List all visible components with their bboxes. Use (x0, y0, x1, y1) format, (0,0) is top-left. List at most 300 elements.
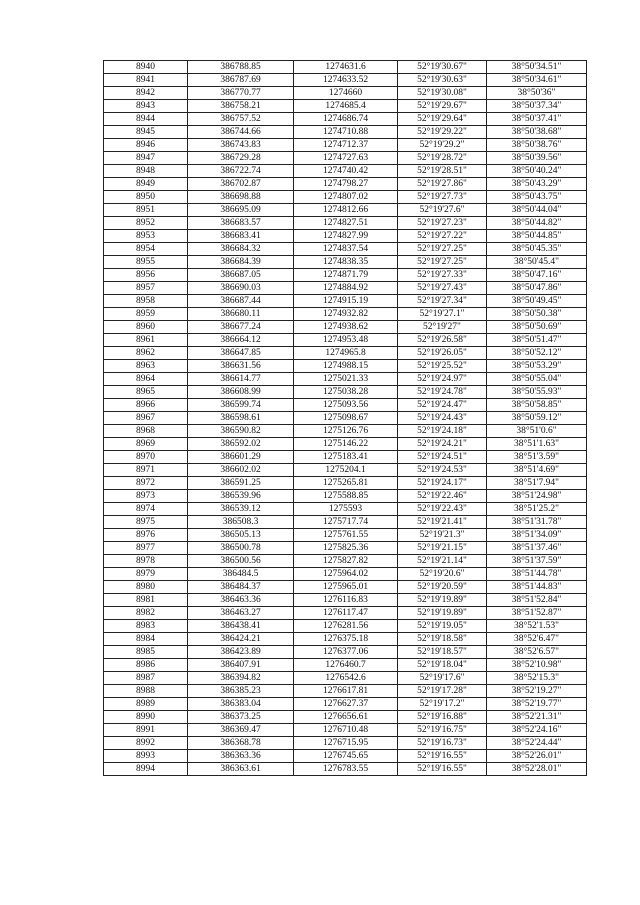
point-number-cell: 8945 (104, 126, 188, 139)
x-coordinate-cell: 386363.61 (188, 763, 294, 776)
point-number-cell: 8952 (104, 217, 188, 230)
longitude-cell: 38°50'44.85" (487, 230, 587, 243)
point-number-cell: 8947 (104, 152, 188, 165)
longitude-cell: 38°51'0.6" (487, 425, 587, 438)
latitude-cell: 52°19'21.14" (398, 555, 487, 568)
y-coordinate-cell: 1274932.82 (294, 308, 398, 321)
y-coordinate-cell: 1275146.22 (294, 438, 398, 451)
latitude-cell: 52°19'19.89" (398, 594, 487, 607)
x-coordinate-cell: 386684.39 (188, 256, 294, 269)
point-number-cell: 8965 (104, 386, 188, 399)
latitude-cell: 52°19'20.59" (398, 581, 487, 594)
latitude-cell: 52°19'17.2" (398, 698, 487, 711)
table-row (104, 243, 587, 256)
point-number-cell: 8948 (104, 165, 188, 178)
x-coordinate-cell: 386602.02 (188, 464, 294, 477)
x-coordinate-cell: 386539.12 (188, 503, 294, 516)
longitude-cell: 38°50'55.04" (487, 373, 587, 386)
y-coordinate-cell: 1276377.06 (294, 646, 398, 659)
longitude-cell: 38°51'44.78" (487, 568, 587, 581)
longitude-cell: 38°50'50.38" (487, 308, 587, 321)
table-row (104, 178, 587, 191)
table-row (104, 633, 587, 646)
point-number-cell: 8986 (104, 659, 188, 672)
longitude-cell: 38°52'10.98" (487, 659, 587, 672)
point-number-cell: 8992 (104, 737, 188, 750)
x-coordinate-cell: 386683.57 (188, 217, 294, 230)
x-coordinate-cell: 386614.77 (188, 373, 294, 386)
y-coordinate-cell: 1274740.42 (294, 165, 398, 178)
y-coordinate-cell: 1276783.55 (294, 763, 398, 776)
latitude-cell: 52°19'27" (398, 321, 487, 334)
latitude-cell: 52°19'19.89" (398, 607, 487, 620)
y-coordinate-cell: 1274838.35 (294, 256, 398, 269)
x-coordinate-cell: 386484.5 (188, 568, 294, 581)
table-row (104, 516, 587, 529)
latitude-cell: 52°19'24.43" (398, 412, 487, 425)
point-number-cell: 8957 (104, 282, 188, 295)
point-number-cell: 8946 (104, 139, 188, 152)
x-coordinate-cell: 386683.41 (188, 230, 294, 243)
table-row (104, 477, 587, 490)
y-coordinate-cell: 1276281.56 (294, 620, 398, 633)
table-row (104, 607, 587, 620)
x-coordinate-cell: 386394.82 (188, 672, 294, 685)
y-coordinate-cell: 1275126.76 (294, 425, 398, 438)
x-coordinate-cell: 386385.23 (188, 685, 294, 698)
latitude-cell: 52°19'21.41" (398, 516, 487, 529)
longitude-cell: 38°50'36" (487, 87, 587, 100)
longitude-cell: 38°52'24.44" (487, 737, 587, 750)
latitude-cell: 52°19'24.18" (398, 425, 487, 438)
x-coordinate-cell: 386631.56 (188, 360, 294, 373)
latitude-cell: 52°19'26.58" (398, 334, 487, 347)
x-coordinate-cell: 386590.82 (188, 425, 294, 438)
latitude-cell: 52°19'16.55" (398, 763, 487, 776)
x-coordinate-cell: 386368.78 (188, 737, 294, 750)
longitude-cell: 38°50'39.56" (487, 152, 587, 165)
table-row (104, 698, 587, 711)
longitude-cell: 38°51'3.59" (487, 451, 587, 464)
longitude-cell: 38°50'44.82" (487, 217, 587, 230)
longitude-cell: 38°50'59.12" (487, 412, 587, 425)
longitude-cell: 38°50'47.16" (487, 269, 587, 282)
point-number-cell: 8963 (104, 360, 188, 373)
point-number-cell: 8991 (104, 724, 188, 737)
table-row (104, 386, 587, 399)
longitude-cell: 38°52'6.47" (487, 633, 587, 646)
y-coordinate-cell: 1275965.01 (294, 581, 398, 594)
y-coordinate-cell: 1274837.54 (294, 243, 398, 256)
x-coordinate-cell: 386598.61 (188, 412, 294, 425)
y-coordinate-cell: 1276117.47 (294, 607, 398, 620)
y-coordinate-cell: 1276745.65 (294, 750, 398, 763)
y-coordinate-cell: 1274686.74 (294, 113, 398, 126)
x-coordinate-cell: 386757.52 (188, 113, 294, 126)
table-row (104, 737, 587, 750)
table-row (104, 542, 587, 555)
longitude-cell: 38°51'52.87" (487, 607, 587, 620)
table-row (104, 490, 587, 503)
point-number-cell: 8988 (104, 685, 188, 698)
table-row (104, 321, 587, 334)
latitude-cell: 52°19'27.34" (398, 295, 487, 308)
table-row (104, 685, 587, 698)
point-number-cell: 8950 (104, 191, 188, 204)
longitude-cell: 38°50'34.51" (487, 61, 587, 74)
longitude-cell: 38°52'19.27" (487, 685, 587, 698)
x-coordinate-cell: 386363.36 (188, 750, 294, 763)
x-coordinate-cell: 386539.96 (188, 490, 294, 503)
table-row (104, 152, 587, 165)
point-number-cell: 8981 (104, 594, 188, 607)
latitude-cell: 52°19'28.72" (398, 152, 487, 165)
y-coordinate-cell: 1274712.37 (294, 139, 398, 152)
x-coordinate-cell: 386680.11 (188, 308, 294, 321)
table-row (104, 594, 587, 607)
latitude-cell: 52°19'27.6" (398, 204, 487, 217)
x-coordinate-cell: 386463.27 (188, 607, 294, 620)
y-coordinate-cell: 1274884.92 (294, 282, 398, 295)
point-number-cell: 8940 (104, 61, 188, 74)
point-number-cell: 8960 (104, 321, 188, 334)
latitude-cell: 52°19'22.46" (398, 490, 487, 503)
table-row (104, 464, 587, 477)
y-coordinate-cell: 1274953.48 (294, 334, 398, 347)
table-row (104, 672, 587, 685)
table-row (104, 503, 587, 516)
x-coordinate-cell: 386677.24 (188, 321, 294, 334)
longitude-cell: 38°51'34.09" (487, 529, 587, 542)
point-number-cell: 8958 (104, 295, 188, 308)
longitude-cell: 38°50'38.76" (487, 139, 587, 152)
x-coordinate-cell: 386687.44 (188, 295, 294, 308)
y-coordinate-cell: 1275093.56 (294, 399, 398, 412)
table-row (104, 74, 587, 87)
table-row (104, 659, 587, 672)
y-coordinate-cell: 1274727.63 (294, 152, 398, 165)
longitude-cell: 38°51'7.94" (487, 477, 587, 490)
latitude-cell: 52°19'27.73" (398, 191, 487, 204)
longitude-cell: 38°50'55.93" (487, 386, 587, 399)
table-row (104, 555, 587, 568)
y-coordinate-cell: 1274633.52 (294, 74, 398, 87)
y-coordinate-cell: 1274798.27 (294, 178, 398, 191)
longitude-cell: 38°51'31.78" (487, 516, 587, 529)
latitude-cell: 52°19'17.6" (398, 672, 487, 685)
y-coordinate-cell: 1275827.82 (294, 555, 398, 568)
x-coordinate-cell: 386484.37 (188, 581, 294, 594)
x-coordinate-cell: 386423.89 (188, 646, 294, 659)
y-coordinate-cell: 1276542.6 (294, 672, 398, 685)
longitude-cell: 38°51'37.59" (487, 555, 587, 568)
point-number-cell: 8975 (104, 516, 188, 529)
latitude-cell: 52°19'24.21" (398, 438, 487, 451)
point-number-cell: 8944 (104, 113, 188, 126)
longitude-cell: 38°52'28.01" (487, 763, 587, 776)
x-coordinate-cell: 386788.85 (188, 61, 294, 74)
point-number-cell: 8943 (104, 100, 188, 113)
point-number-cell: 8985 (104, 646, 188, 659)
y-coordinate-cell: 1275588.85 (294, 490, 398, 503)
longitude-cell: 38°52'21.31" (487, 711, 587, 724)
x-coordinate-cell: 386695.09 (188, 204, 294, 217)
latitude-cell: 52°19'18.58" (398, 633, 487, 646)
longitude-cell: 38°50'43.29" (487, 178, 587, 191)
y-coordinate-cell: 1275183.41 (294, 451, 398, 464)
point-number-cell: 8994 (104, 763, 188, 776)
longitude-cell: 38°52'24.16" (487, 724, 587, 737)
longitude-cell: 38°51'24.98" (487, 490, 587, 503)
longitude-cell: 38°50'40.24" (487, 165, 587, 178)
longitude-cell: 38°50'45.4" (487, 256, 587, 269)
table-row (104, 412, 587, 425)
point-number-cell: 8961 (104, 334, 188, 347)
coordinate-table (103, 60, 587, 776)
y-coordinate-cell: 1274871.79 (294, 269, 398, 282)
point-number-cell: 8969 (104, 438, 188, 451)
x-coordinate-cell: 386373.25 (188, 711, 294, 724)
latitude-cell: 52°19'24.78" (398, 386, 487, 399)
latitude-cell: 52°19'27.43" (398, 282, 487, 295)
point-number-cell: 8964 (104, 373, 188, 386)
x-coordinate-cell: 386690.03 (188, 282, 294, 295)
x-coordinate-cell: 386592.02 (188, 438, 294, 451)
x-coordinate-cell: 386787.69 (188, 74, 294, 87)
longitude-cell: 38°52'26.01" (487, 750, 587, 763)
x-coordinate-cell: 386743.83 (188, 139, 294, 152)
y-coordinate-cell: 1275098.67 (294, 412, 398, 425)
table-row (104, 100, 587, 113)
y-coordinate-cell: 1274631.6 (294, 61, 398, 74)
latitude-cell: 52°19'27.25" (398, 243, 487, 256)
latitude-cell: 52°19'27.1" (398, 308, 487, 321)
y-coordinate-cell: 1276116.83 (294, 594, 398, 607)
longitude-cell: 38°50'34.61" (487, 74, 587, 87)
latitude-cell: 52°19'29.67" (398, 100, 487, 113)
latitude-cell: 52°19'30.63" (398, 74, 487, 87)
point-number-cell: 8976 (104, 529, 188, 542)
x-coordinate-cell: 386608.99 (188, 386, 294, 399)
latitude-cell: 52°19'30.67" (398, 61, 487, 74)
y-coordinate-cell: 1274965.8 (294, 347, 398, 360)
point-number-cell: 8953 (104, 230, 188, 243)
point-number-cell: 8977 (104, 542, 188, 555)
longitude-cell: 38°52'19.77" (487, 698, 587, 711)
table-row (104, 620, 587, 633)
point-number-cell: 8951 (104, 204, 188, 217)
latitude-cell: 52°19'24.51" (398, 451, 487, 464)
point-number-cell: 8962 (104, 347, 188, 360)
table-row (104, 139, 587, 152)
longitude-cell: 38°51'37.46" (487, 542, 587, 555)
table-row (104, 334, 587, 347)
point-number-cell: 8949 (104, 178, 188, 191)
y-coordinate-cell: 1275761.55 (294, 529, 398, 542)
table-row (104, 308, 587, 321)
latitude-cell: 52°19'19.05" (398, 620, 487, 633)
point-number-cell: 8972 (104, 477, 188, 490)
longitude-cell: 38°52'6.57" (487, 646, 587, 659)
longitude-cell: 38°50'43.75" (487, 191, 587, 204)
longitude-cell: 38°51'1.63" (487, 438, 587, 451)
table-row (104, 269, 587, 282)
longitude-cell: 38°51'4.69" (487, 464, 587, 477)
x-coordinate-cell: 386664.12 (188, 334, 294, 347)
x-coordinate-cell: 386424.21 (188, 633, 294, 646)
table-row (104, 230, 587, 243)
longitude-cell: 38°50'44.04" (487, 204, 587, 217)
latitude-cell: 52°19'28.51" (398, 165, 487, 178)
point-number-cell: 8983 (104, 620, 188, 633)
x-coordinate-cell: 386687.05 (188, 269, 294, 282)
latitude-cell: 52°19'27.86" (398, 178, 487, 191)
table-row (104, 360, 587, 373)
longitude-cell: 38°50'37.41" (487, 113, 587, 126)
x-coordinate-cell: 386702.87 (188, 178, 294, 191)
longitude-cell: 38°50'38.68" (487, 126, 587, 139)
table-row (104, 282, 587, 295)
y-coordinate-cell: 1275964.02 (294, 568, 398, 581)
table-row (104, 373, 587, 386)
latitude-cell: 52°19'24.47" (398, 399, 487, 412)
x-coordinate-cell: 386383.04 (188, 698, 294, 711)
y-coordinate-cell: 1275717.74 (294, 516, 398, 529)
table-row (104, 126, 587, 139)
y-coordinate-cell: 1276656.61 (294, 711, 398, 724)
y-coordinate-cell: 1274710.88 (294, 126, 398, 139)
y-coordinate-cell: 1275593 (294, 503, 398, 516)
point-number-cell: 8993 (104, 750, 188, 763)
latitude-cell: 52°19'24.53" (398, 464, 487, 477)
point-number-cell: 8989 (104, 698, 188, 711)
point-number-cell: 8968 (104, 425, 188, 438)
x-coordinate-cell: 386407.91 (188, 659, 294, 672)
table-row (104, 529, 587, 542)
y-coordinate-cell: 1274938.62 (294, 321, 398, 334)
x-coordinate-cell: 386647.85 (188, 347, 294, 360)
latitude-cell: 52°19'27.22" (398, 230, 487, 243)
longitude-cell: 38°50'50.69" (487, 321, 587, 334)
latitude-cell: 52°19'22.43" (398, 503, 487, 516)
latitude-cell: 52°19'27.25" (398, 256, 487, 269)
x-coordinate-cell: 386758.21 (188, 100, 294, 113)
latitude-cell: 52°19'27.33" (398, 269, 487, 282)
x-coordinate-cell: 386599.74 (188, 399, 294, 412)
y-coordinate-cell: 1275204.1 (294, 464, 398, 477)
point-number-cell: 8982 (104, 607, 188, 620)
latitude-cell: 52°19'21.3" (398, 529, 487, 542)
x-coordinate-cell: 386369.47 (188, 724, 294, 737)
point-number-cell: 8966 (104, 399, 188, 412)
point-number-cell: 8979 (104, 568, 188, 581)
longitude-cell: 38°50'47.86" (487, 282, 587, 295)
longitude-cell: 38°50'58.85" (487, 399, 587, 412)
latitude-cell: 52°19'21.15" (398, 542, 487, 555)
longitude-cell: 38°51'52.84" (487, 594, 587, 607)
latitude-cell: 52°19'16.75" (398, 724, 487, 737)
table-row (104, 451, 587, 464)
longitude-cell: 38°50'37.34" (487, 100, 587, 113)
table-row (104, 646, 587, 659)
point-number-cell: 8942 (104, 87, 188, 100)
x-coordinate-cell: 386438.41 (188, 620, 294, 633)
longitude-cell: 38°51'44.83" (487, 581, 587, 594)
point-number-cell: 8987 (104, 672, 188, 685)
table-row (104, 347, 587, 360)
table-row (104, 61, 587, 74)
point-number-cell: 8956 (104, 269, 188, 282)
y-coordinate-cell: 1275021.33 (294, 373, 398, 386)
latitude-cell: 52°19'18.57" (398, 646, 487, 659)
x-coordinate-cell: 386601.29 (188, 451, 294, 464)
latitude-cell: 52°19'17.28" (398, 685, 487, 698)
table-row (104, 165, 587, 178)
latitude-cell: 52°19'20.6" (398, 568, 487, 581)
table-row (104, 204, 587, 217)
point-number-cell: 8955 (104, 256, 188, 269)
latitude-cell: 52°19'30.08" (398, 87, 487, 100)
latitude-cell: 52°19'25.52" (398, 360, 487, 373)
table-body (104, 61, 587, 776)
latitude-cell: 52°19'29.64" (398, 113, 487, 126)
y-coordinate-cell: 1274660 (294, 87, 398, 100)
point-number-cell: 8984 (104, 633, 188, 646)
longitude-cell: 38°50'51.47" (487, 334, 587, 347)
y-coordinate-cell: 1274685.4 (294, 100, 398, 113)
table-row (104, 399, 587, 412)
point-number-cell: 8959 (104, 308, 188, 321)
point-number-cell: 8971 (104, 464, 188, 477)
x-coordinate-cell: 386722.74 (188, 165, 294, 178)
y-coordinate-cell: 1275038.28 (294, 386, 398, 399)
table-row (104, 87, 587, 100)
table-row (104, 581, 587, 594)
y-coordinate-cell: 1274988.15 (294, 360, 398, 373)
longitude-cell: 38°52'1.53" (487, 620, 587, 633)
y-coordinate-cell: 1276460.7 (294, 659, 398, 672)
point-number-cell: 8954 (104, 243, 188, 256)
y-coordinate-cell: 1274827.99 (294, 230, 398, 243)
y-coordinate-cell: 1274807.02 (294, 191, 398, 204)
x-coordinate-cell: 386744.66 (188, 126, 294, 139)
longitude-cell: 38°51'25.2" (487, 503, 587, 516)
longitude-cell: 38°50'53.29" (487, 360, 587, 373)
latitude-cell: 52°19'27.23" (398, 217, 487, 230)
point-number-cell: 8941 (104, 74, 188, 87)
point-number-cell: 8990 (104, 711, 188, 724)
point-number-cell: 8967 (104, 412, 188, 425)
x-coordinate-cell: 386591.25 (188, 477, 294, 490)
latitude-cell: 52°19'24.97" (398, 373, 487, 386)
y-coordinate-cell: 1276375.18 (294, 633, 398, 646)
x-coordinate-cell: 386508.3 (188, 516, 294, 529)
y-coordinate-cell: 1275265.81 (294, 477, 398, 490)
x-coordinate-cell: 386684.32 (188, 243, 294, 256)
longitude-cell: 38°50'52.12" (487, 347, 587, 360)
table-row (104, 217, 587, 230)
point-number-cell: 8973 (104, 490, 188, 503)
table-row (104, 763, 587, 776)
x-coordinate-cell: 386770.77 (188, 87, 294, 100)
latitude-cell: 52°19'26.05" (398, 347, 487, 360)
table-row (104, 438, 587, 451)
table-row (104, 256, 587, 269)
table-row (104, 711, 587, 724)
latitude-cell: 52°19'16.73" (398, 737, 487, 750)
latitude-cell: 52°19'24.17" (398, 477, 487, 490)
x-coordinate-cell: 386500.56 (188, 555, 294, 568)
